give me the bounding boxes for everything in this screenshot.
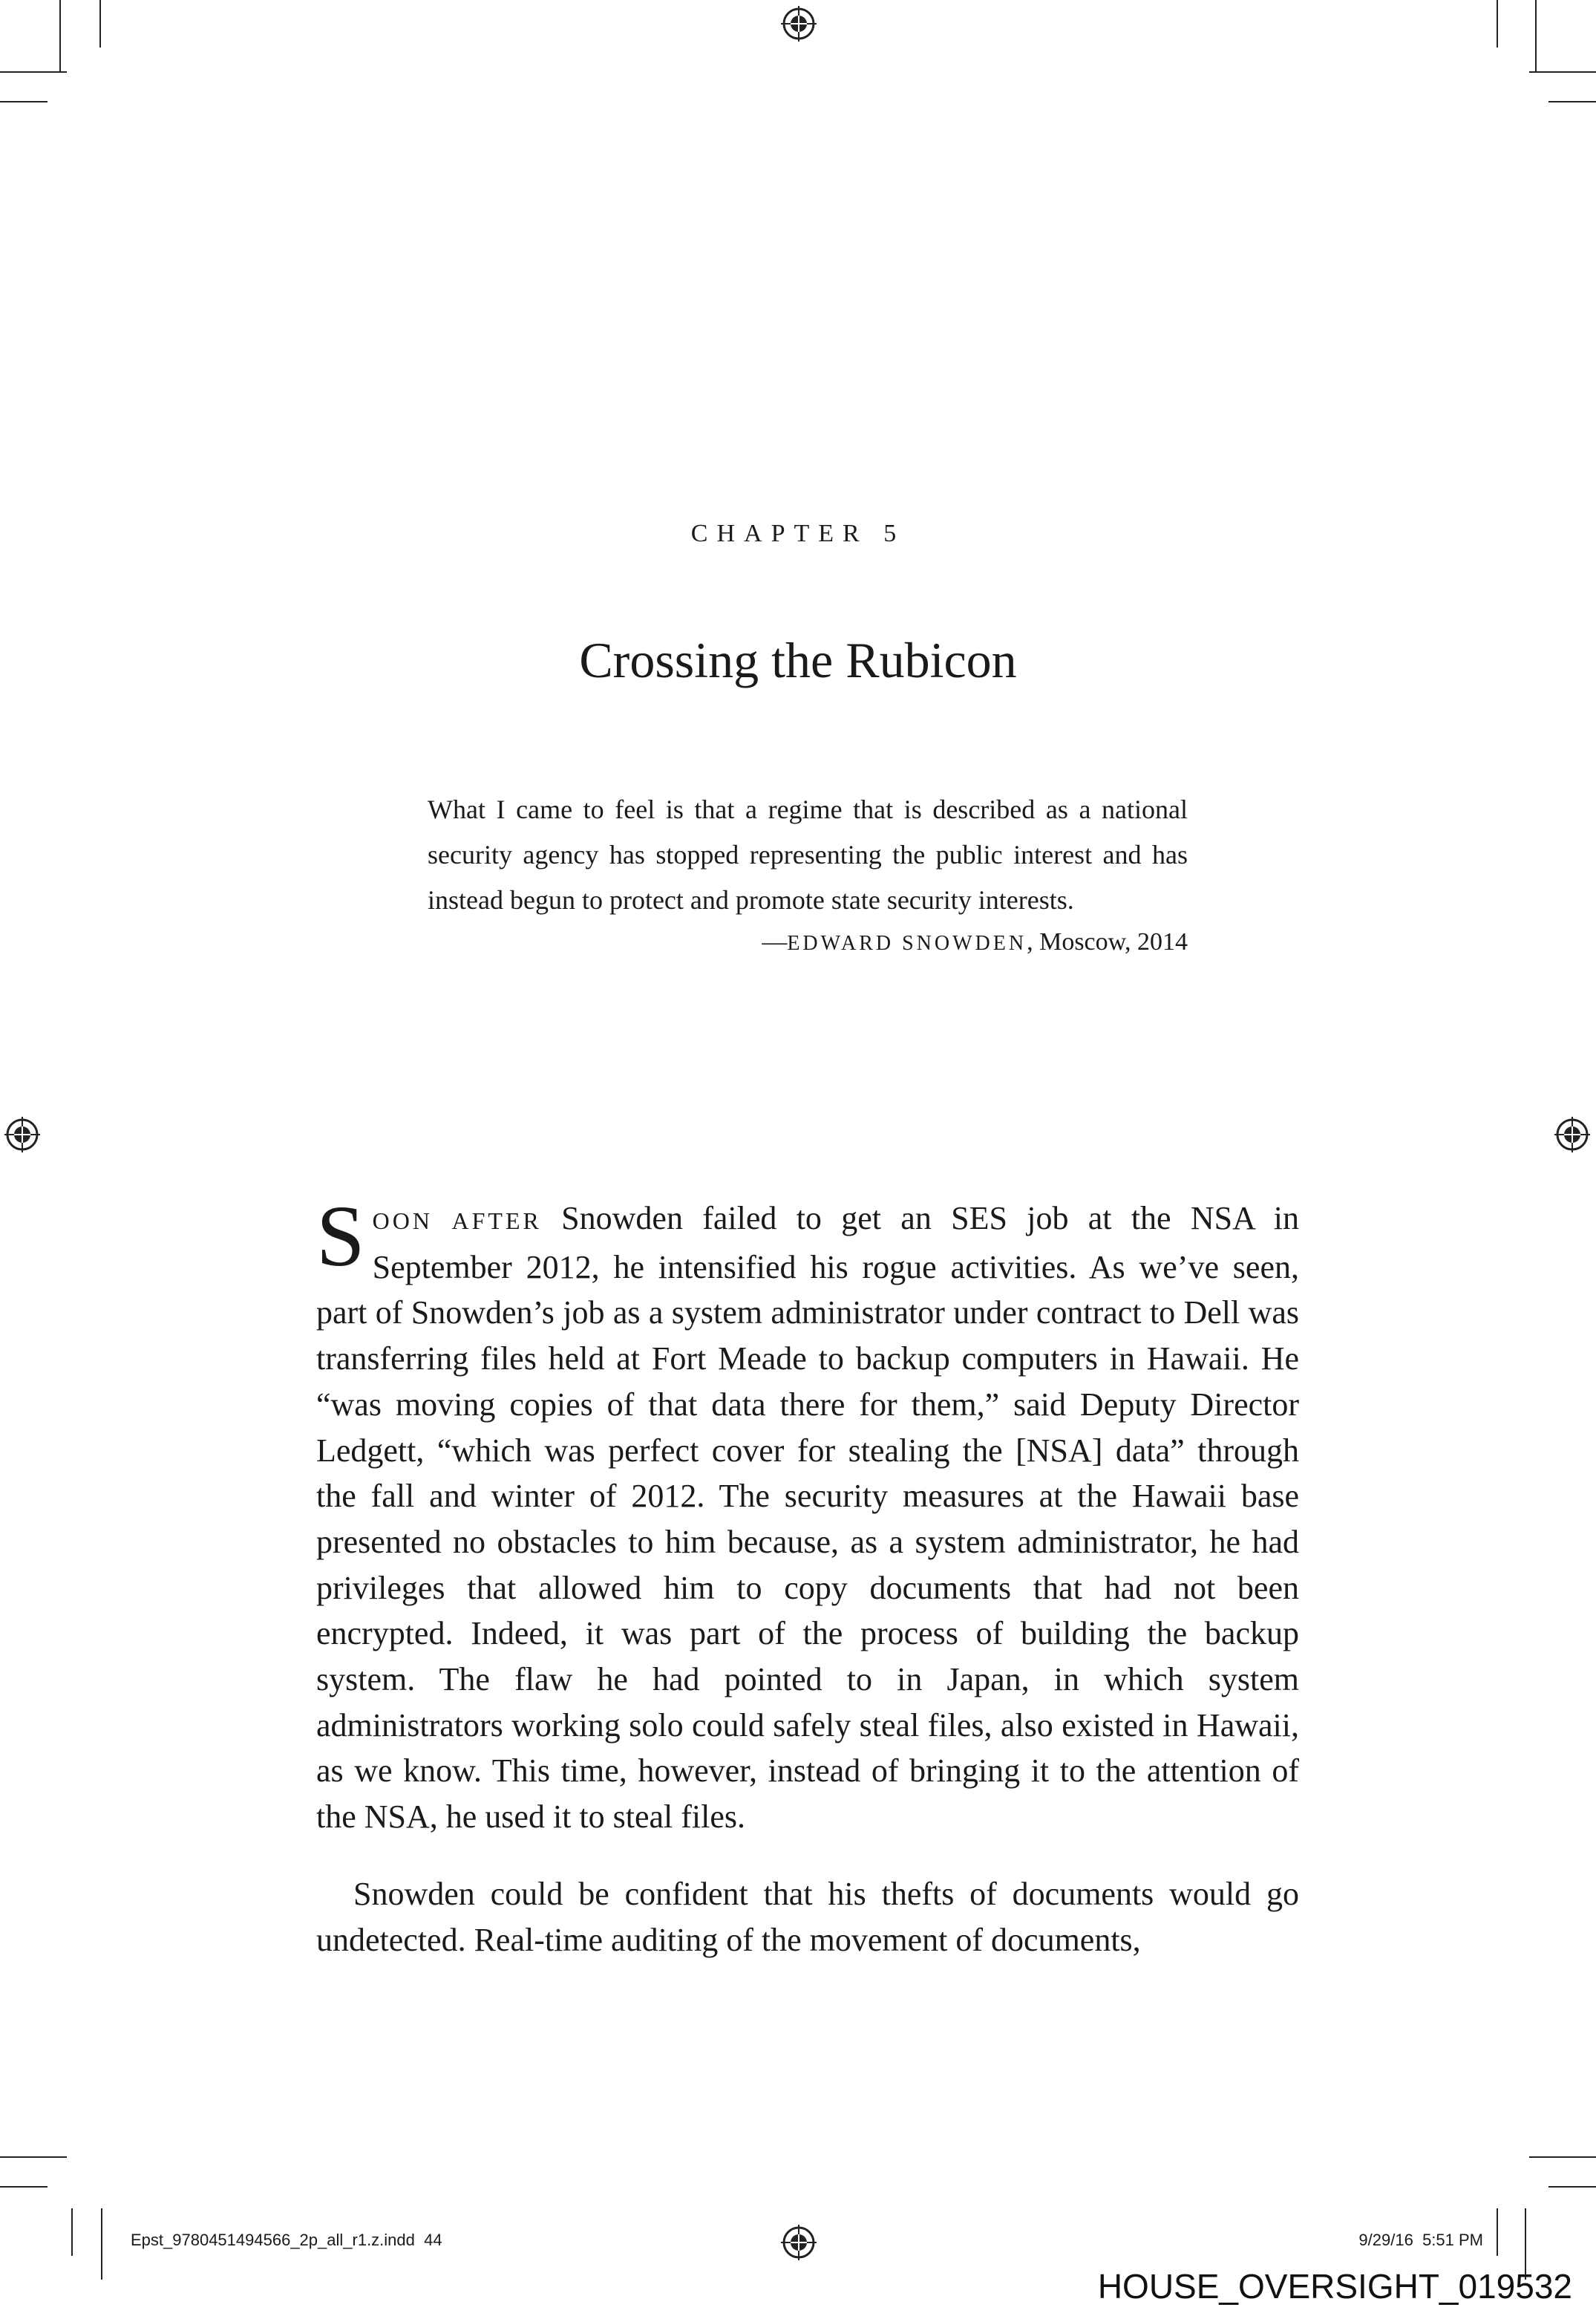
crop-mark xyxy=(0,2186,48,2188)
registration-mark-icon xyxy=(781,6,817,42)
footer-slug-left xyxy=(131,2231,442,2250)
drop-cap: S xyxy=(316,1187,365,1285)
registration-mark-icon xyxy=(781,2225,817,2260)
epigraph-attribution xyxy=(428,928,1188,956)
crop-mark xyxy=(1548,2186,1596,2188)
crop-mark xyxy=(1529,2156,1596,2158)
epigraph-author: EDWARD SNOWDEN xyxy=(787,932,1027,955)
chapter-title: Crossing the Rubicon xyxy=(579,632,1017,688)
lead-in-small-caps: OON AFTER xyxy=(372,1207,542,1234)
crop-mark xyxy=(1497,0,1498,48)
registration-mark-icon xyxy=(4,1117,40,1152)
chapter-label: CHAPTER 5 xyxy=(690,520,906,547)
crop-mark xyxy=(0,2156,67,2158)
epigraph-place-year: , Moscow, 2014 xyxy=(1027,928,1188,956)
epigraph-quote: What I came to feel is that a regime that is described as a national security agency has stopped representing the public interest and has instead begun to protect and promote state security interests. xyxy=(428,795,1188,915)
crop-mark xyxy=(59,0,61,71)
crop-mark xyxy=(99,0,101,48)
bates-stamp: HOUSE_OVERSIGHT_019532 xyxy=(1097,2267,1572,2306)
crop-mark xyxy=(0,71,67,73)
crop-mark xyxy=(101,2208,102,2280)
crop-mark xyxy=(1548,101,1596,102)
crop-mark xyxy=(1535,0,1537,71)
footer-file-name: Epst_9780451494566_2p_all_r1.z.indd xyxy=(131,2231,415,2249)
footer-time: 5:51 PM xyxy=(1422,2231,1483,2249)
crop-mark xyxy=(0,101,48,102)
registration-mark-icon xyxy=(1554,1117,1590,1152)
body-paragraph-1 xyxy=(316,1187,1300,1840)
paragraph-1-text: Snowden failed to get an SES job at the NSA in September 2012, he intensified his rogue activities. As we’ve seen, part of Snowden’s job as a system administrator under contract to Dell was transferring files held at Fort Meade to backup computers in Hawaii. He “was moving copies of that data there for them,” said Deputy Director Ledgett, “which was perfect cover for stealing the [NSA] data” through the fall and winter of 2012. The security measures at the Hawaii base presented no obstacles to him because, as a system administrator, he had privileges that allowed him to copy documents that had not been encrypted. Indeed, it was part of the process of building the backup system. The flaw he had pointed to in Japan, in which system administrators working solo could safely steal files, also existed in Hawaii, as we know. This time, however, instead of bringing it to the attention of the NSA, he used it to steal files. xyxy=(316,1200,1300,1836)
epigraph-dash: — xyxy=(762,928,788,956)
crop-mark xyxy=(1529,71,1596,73)
footer-page-number: 44 xyxy=(424,2231,442,2249)
crop-mark xyxy=(71,2208,73,2256)
footer-date: 9/29/16 xyxy=(1358,2231,1413,2249)
crop-mark xyxy=(1497,2208,1498,2256)
footer-slug-right xyxy=(1358,2231,1483,2250)
body-paragraph-2: Snowden could be confident that his thefts of documents would go undetected. Real-time auditing of the movement of documents, xyxy=(316,1876,1299,1958)
